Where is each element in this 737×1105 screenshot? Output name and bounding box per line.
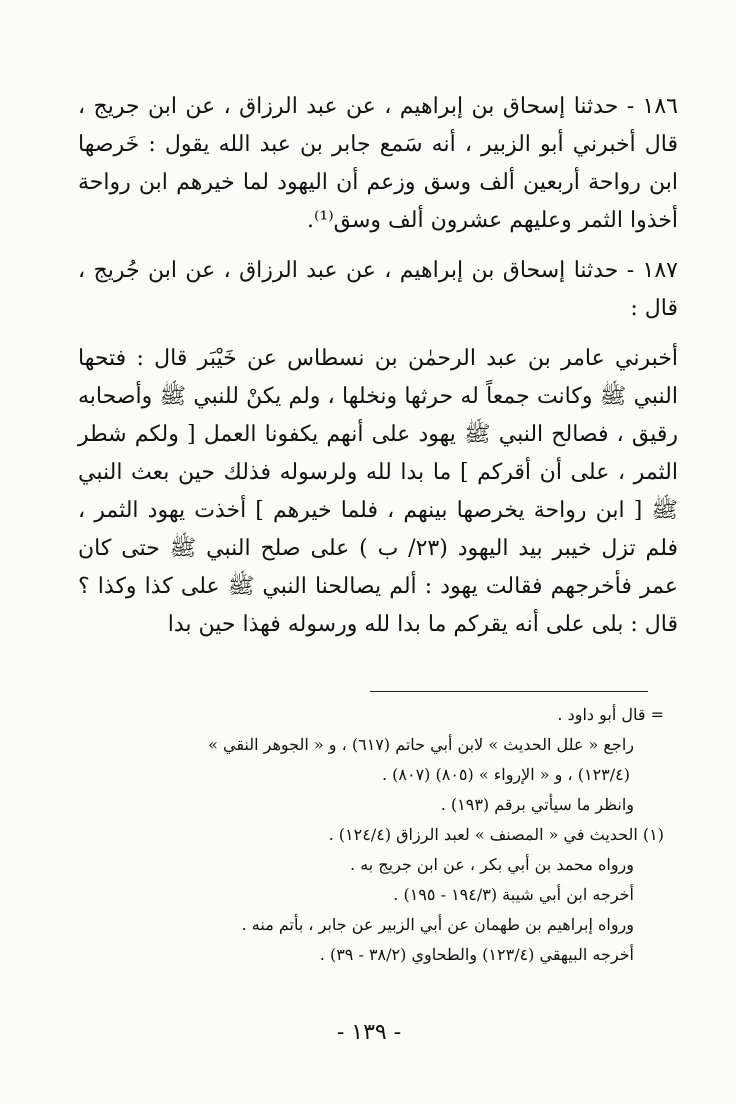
hadith-187-heading-paragraph: ١٨٧ - حدثنا إسحاق بن إبراهيم ، عن عبد الرزاق ، عن ابن جُريج ، قال :	[78, 258, 678, 321]
footnote-line-1: = قال أبو داود .	[557, 705, 664, 724]
footnote-line-5: (١) الحديث في « المصنف » لعبد الرزاق (١٢٤/٤) .	[328, 825, 664, 844]
footnote-line-8: ورواه إبراهيم بن طهمان عن أبي الزبير عن جابر ، بأتم منه .	[241, 915, 634, 934]
hadith-187-text-paragraph: أخبرني عامر بن عبد الرحمٰن بن نسطاس عن خَيْبَر قال : فتحها النبي ﷺ وكانت جمعاً له حرثها ونخلها ، ولم يكنْ للنبي ﷺ وأصحابه رقيق ، فصالح النبي ﷺ يهود على أنهم يكفونا العمل [ ولكم شطر الثمر ، على أن أقركم ] ما بدا لله ولرسوله فذلك حين بعث النبي ﷺ [ ابن رواحة يخرصها بينهم ، فلما خيرهم ] أخذت يهود الثمر ، فلم تزل خيبر بيد اليهود (٢٣/ ب ) على صلح النبي ﷺ حتى كان عمر فأخرجهم فقالت يهود : ألم يصالحنا النبي ﷺ على كذا وكذا ؟ قال : بلى على أنه يقركم ما بدا لله ورسوله فهذا حين بدا	[78, 346, 678, 637]
page-number: - ١٣٩ -	[336, 1020, 402, 1045]
footnote-divider	[370, 691, 648, 692]
main-text	[78, 88, 678, 644]
hadith-186-paragraph: ١٨٦ - حدثنا إسحاق بن إبراهيم ، عن عبد الرزاق ، عن ابن جريج ، قال أخبرني أبو الزبير ، أنه سَمع جابر بن عبد الله يقول : خَرصها ابن رواحة أربعين ألف وسق وزعم أن اليهود لما خيرهم ابن رواحة أخذوا الثمر وعليهم عشرون ألف وسق⁽¹⁾.	[78, 94, 678, 233]
footnote-line-4: وانظر ما سيأتي برقم (١٩٣) .	[440, 795, 634, 814]
footnote-line-3: (١٢٣/٤) ، و « الإرواء » (٨٠٥) (٨٠٧) .	[381, 765, 630, 784]
footnotes	[92, 700, 664, 970]
footnote-line-6: ورواه محمد بن أبي بكر ، عن ابن جريج به .	[350, 855, 634, 874]
footnote-line-2: راجع « علل الحديث » لابن أبي حاتم (٦١٧) ، و « الجوهر النقي »	[208, 735, 634, 754]
footnote-line-9: أخرجه البيهقي (١٢٣/٤) والطحاوي (٣٨/٢ - ٣٩) .	[319, 945, 634, 964]
footnote-line-7: أخرجه ابن أبي شيبة (١٩٤/٣ - ١٩٥) .	[393, 885, 634, 904]
